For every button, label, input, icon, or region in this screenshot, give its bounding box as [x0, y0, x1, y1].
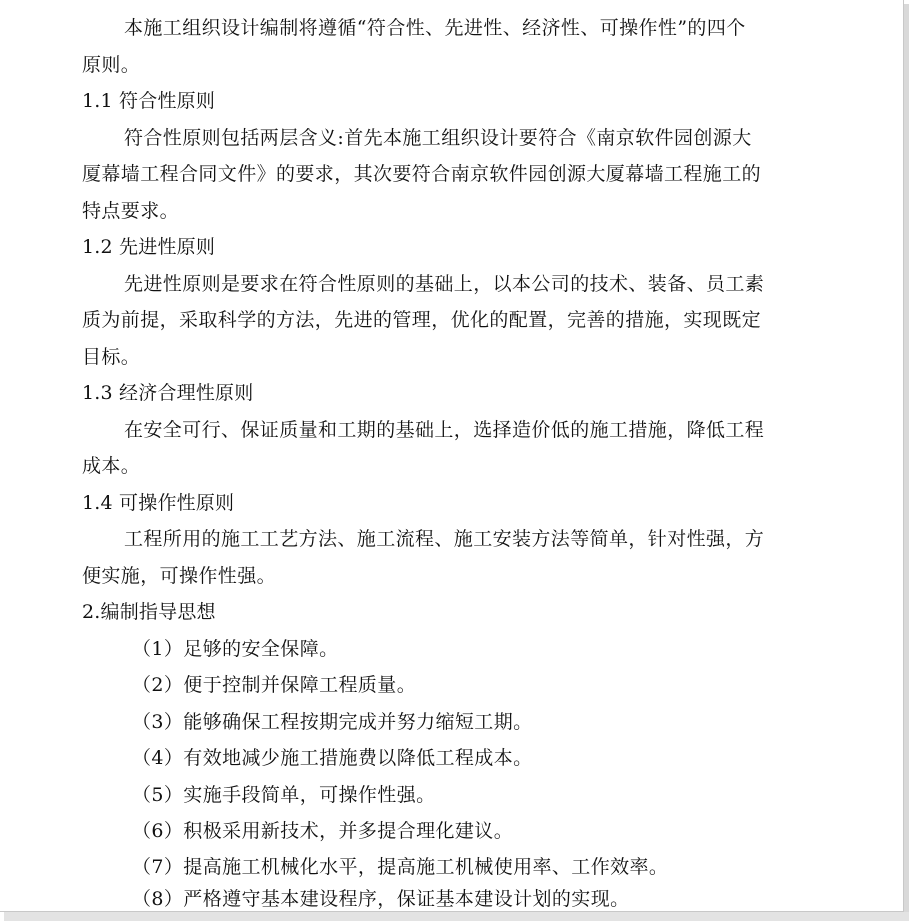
section-heading: 1.4 可操作性原则 [82, 491, 235, 514]
section-heading: 1.1 符合性原则 [82, 90, 216, 112]
page-shadow-right [904, 4, 909, 916]
list-item: （6）积极采用新技术，并多提合理化建议。 [132, 820, 514, 842]
paragraph-line: 符合性原则包括两层含义:首先本施工组织设计要符合《南京软件园创源大 [124, 126, 752, 149]
list-item: （3）能够确保工程按期完成并努力缩短工期。 [132, 710, 533, 733]
list-item: （7）提高施工机械化水平，提高施工机械使用率、工作效率。 [132, 855, 669, 878]
paragraph-line: 特点要求。 [82, 199, 180, 222]
section-heading: 1.3 经济合理性原则 [82, 382, 254, 404]
paragraph-line: 工程所用的施工工艺方法、施工流程、施工安装方法等简单，针对性强，方 [124, 528, 765, 550]
paragraph-line: 便实施，可操作性强。 [82, 564, 277, 587]
paragraph-line: 质为前提，采取科学的方法，先进的管理，优化的配置，完善的措施，实现既定 [82, 309, 762, 331]
list-item: （5）实施手段简单，可操作性强。 [132, 783, 436, 806]
section-heading: 1.2 先进性原则 [82, 236, 216, 258]
document-body [82, 10, 832, 917]
intro-line: 本施工组织设计编制将遵循“符合性、先进性、经济性、可操作性”的四个 [124, 17, 746, 39]
page-shadow-bottom [4, 912, 909, 921]
list-item: （2）便于控制并保障工程质量。 [132, 674, 417, 696]
paragraph-line: 成本。 [82, 455, 141, 477]
guiding-heading: 2.编制指导思想 [82, 601, 216, 623]
list-item: （8）严格遵守基本建设程序，保证基本建设计划的实现。 [132, 887, 630, 910]
paragraph-line: 在安全可行、保证质量和工期的基础上，选择造价低的施工措施，降低工程 [124, 418, 765, 441]
list-item: （4）有效地减少施工措施费以降低工程成本。 [132, 747, 533, 769]
list-item: （1）足够的安全保障。 [132, 637, 339, 660]
paragraph-line: 目标。 [82, 345, 141, 368]
paragraph-line: 先进性原则是要求在符合性原则的基础上，以本公司的技术、装备、员工素 [124, 272, 765, 295]
paragraph-line: 厦幕墙工程合同文件》的要求，其次要符合南京软件园创源大厦幕墙工程施工的 [82, 163, 762, 185]
intro-line: 原则。 [82, 53, 141, 76]
